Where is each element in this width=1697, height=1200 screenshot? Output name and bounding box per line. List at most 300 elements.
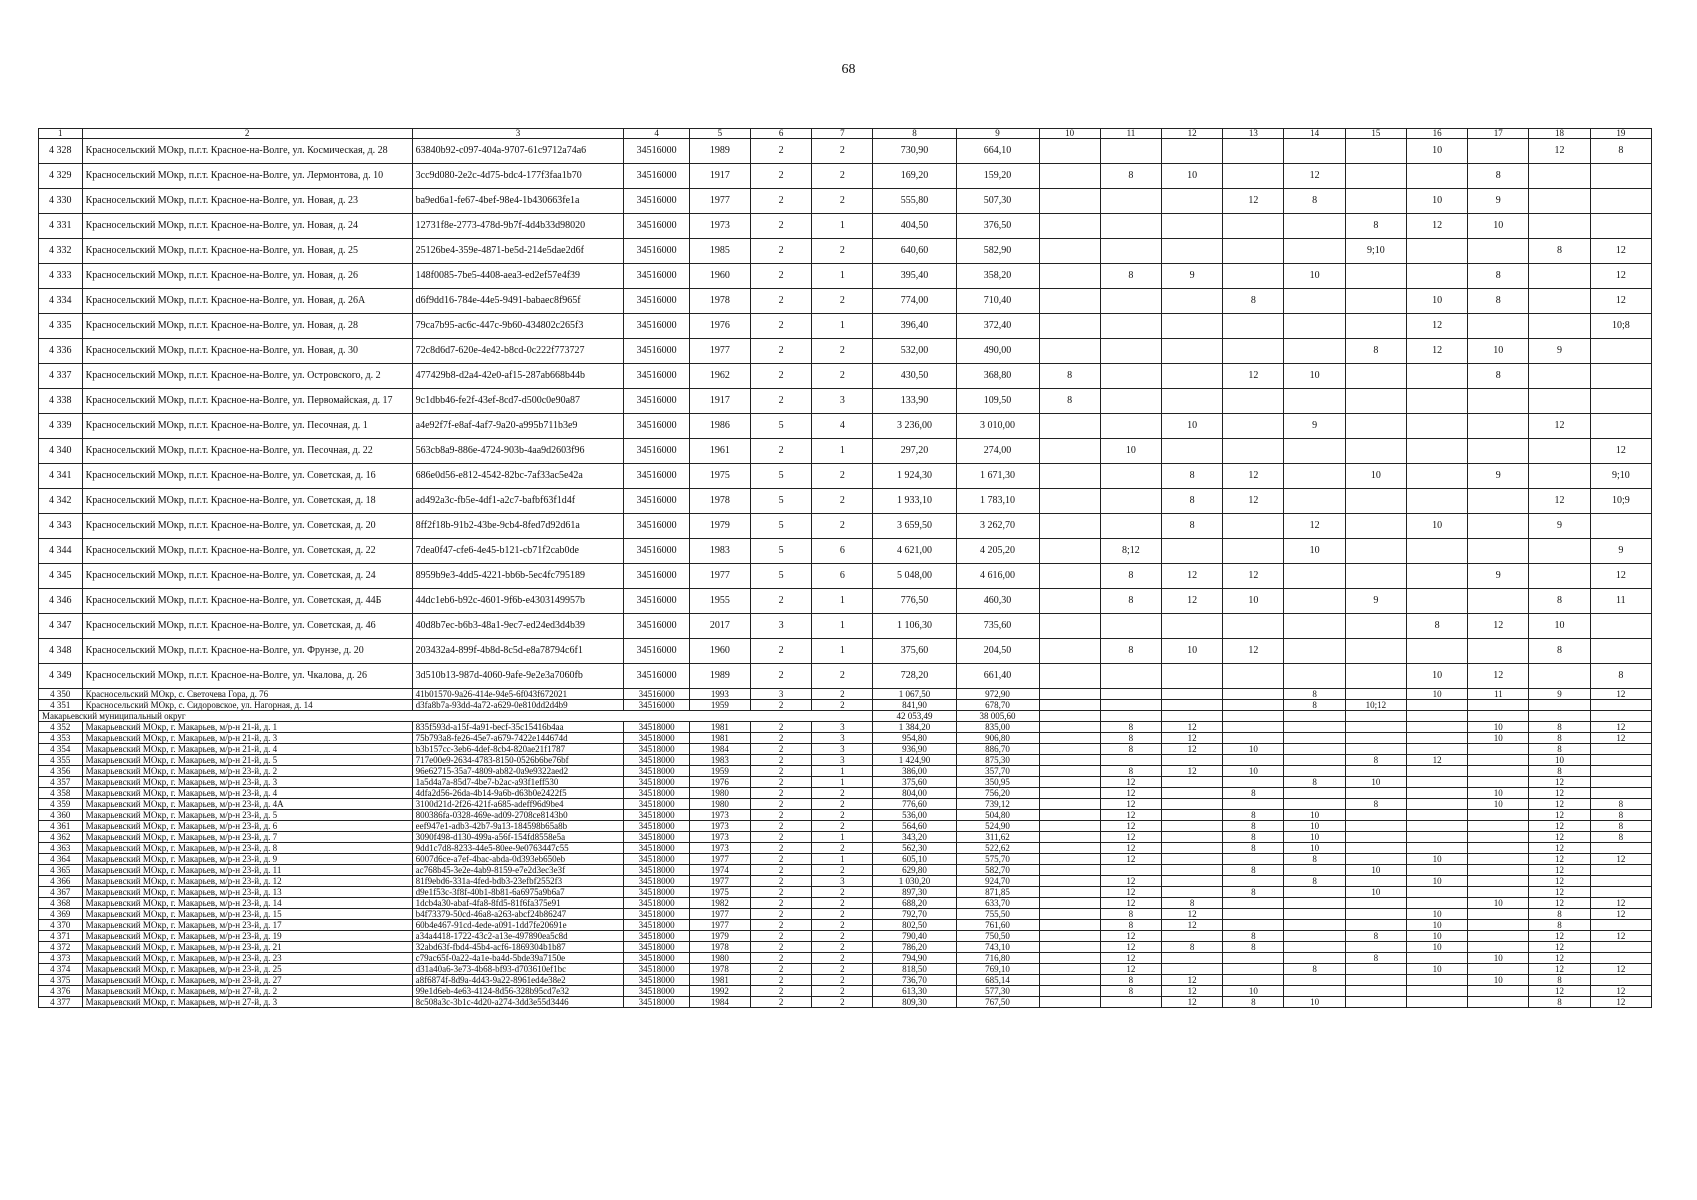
cell-c12 (1162, 887, 1223, 898)
table-row (39, 489, 1652, 514)
cell-c15: 10 (1345, 777, 1406, 788)
cell-c19: 11 (1590, 589, 1651, 614)
cell-living-area: 1 671,30 (956, 464, 1039, 489)
cell-c14 (1284, 755, 1345, 766)
cell-c18: 12 (1529, 942, 1590, 953)
cell-c13: 8 (1223, 942, 1284, 953)
cell-c13: 8 (1223, 821, 1284, 832)
cell-c17: 10 (1468, 953, 1529, 964)
cell-c14: 10 (1284, 539, 1345, 564)
cell-total-area: 730,90 (873, 139, 956, 164)
cell-total-area: 4 621,00 (873, 539, 956, 564)
cell-c19 (1590, 843, 1651, 854)
cell-floors: 2 (751, 975, 812, 986)
cell-c12: 8 (1162, 489, 1223, 514)
cell-c16 (1406, 953, 1467, 964)
cell-total-area: 804,00 (873, 788, 956, 799)
cell-house-guid: 3cc9d080-2e2c-4d75-bdc4-177f3faa1b70 (412, 164, 624, 189)
cell-oktmo-code: 34518000 (624, 865, 689, 876)
cell-c16: 10 (1406, 514, 1467, 539)
table-row (39, 264, 1652, 289)
table-row (39, 865, 1652, 876)
cell-oktmo-code: 34518000 (624, 854, 689, 865)
cell-floors: 2 (751, 964, 812, 975)
cell-c16 (1406, 164, 1467, 189)
table-row (39, 364, 1652, 389)
cell-house-guid: 3100d21d-2f26-421f-a685-adeff96d9be4 (412, 799, 624, 810)
cell-address: Красносельский МОкр, п.г.т. Красное-на-Волге, ул. Первомайская, д. 17 (82, 389, 412, 414)
cell-total-area: 613,30 (873, 986, 956, 997)
cell-house-guid: 9c1dbb46-fe2f-43ef-8cd7-d500c0e90a87 (412, 389, 624, 414)
cell-c12 (1162, 832, 1223, 843)
cell-row-number: 4 366 (39, 876, 83, 887)
cell-c19 (1590, 364, 1651, 389)
table-row (39, 139, 1652, 164)
cell-oktmo-code: 34516000 (624, 364, 689, 389)
cell-build-year: 1978 (689, 942, 750, 953)
cell-build-year: 1977 (689, 909, 750, 920)
cell-living-area: 582,70 (956, 865, 1039, 876)
cell-build-year: 1980 (689, 799, 750, 810)
cell-c15: 10 (1345, 887, 1406, 898)
cell-c19 (1590, 788, 1651, 799)
cell-floors: 2 (751, 755, 812, 766)
cell-c14: 9 (1284, 414, 1345, 439)
cell-c19: 12 (1590, 898, 1651, 909)
cell-c11 (1100, 614, 1161, 639)
cell-c19: 12 (1590, 733, 1651, 744)
cell-c15 (1345, 909, 1406, 920)
cell-address: Макарьевский МОкр, г. Макарьев, м/р-н 23-й, д. 9 (82, 854, 412, 865)
cell-c17: 9 (1468, 464, 1529, 489)
cell-c19 (1590, 700, 1651, 711)
table-row (39, 164, 1652, 189)
cell-row-number: 4 332 (39, 239, 83, 264)
cell-c11: 10 (1100, 439, 1161, 464)
cell-oktmo-code: 34518000 (624, 997, 689, 1008)
cell-house-guid: 41b01570-9a26-414e-94e5-6f043f672021 (412, 689, 624, 700)
column-number-2: 2 (82, 129, 412, 139)
cell-floors: 2 (751, 289, 812, 314)
cell-c14 (1284, 920, 1345, 931)
table-row (39, 289, 1652, 314)
cell-c13 (1223, 898, 1284, 909)
cell-entrances: 3 (812, 744, 873, 755)
cell-floors: 2 (751, 920, 812, 931)
cell-c10 (1039, 975, 1100, 986)
cell-house-guid: 25126be4-359e-4871-be5d-214e5dae2d6f (412, 239, 624, 264)
cell-c15: 8 (1345, 953, 1406, 964)
section-living-area: 38 005,60 (956, 711, 1039, 722)
cell-row-number: 4 337 (39, 364, 83, 389)
cell-c13 (1223, 314, 1284, 339)
table-row (39, 843, 1652, 854)
section-row (39, 711, 1652, 722)
cell-c15 (1345, 810, 1406, 821)
column-number-row (39, 129, 1652, 139)
cell-address: Макарьевский МОкр, г. Макарьев, м/р-н 23-й, д. 13 (82, 887, 412, 898)
cell-c12: 12 (1162, 909, 1223, 920)
cell-build-year: 1976 (689, 314, 750, 339)
column-number-12: 12 (1162, 129, 1223, 139)
cell-c16 (1406, 766, 1467, 777)
cell-living-area: 924,70 (956, 876, 1039, 887)
cell-row-number: 4 346 (39, 589, 83, 614)
cell-house-guid: 6007d6ce-a7ef-4bac-abda-0d393eb650eb (412, 854, 624, 865)
cell-oktmo-code: 34516000 (624, 139, 689, 164)
cell-c16 (1406, 639, 1467, 664)
cell-c14: 12 (1284, 514, 1345, 539)
cell-c10 (1039, 821, 1100, 832)
table-row (39, 214, 1652, 239)
cell-c11: 8 (1100, 920, 1161, 931)
cell-c16: 8 (1406, 614, 1467, 639)
cell-house-guid: b3b157cc-3eb6-4def-8cb4-820ae21f1787 (412, 744, 624, 755)
cell-c11 (1100, 664, 1161, 689)
cell-address: Красносельский МОкр, п.г.т. Красное-на-Волге, ул. Новая, д. 24 (82, 214, 412, 239)
cell-c11 (1100, 700, 1161, 711)
cell-row-number: 4 363 (39, 843, 83, 854)
cell-floors: 2 (751, 214, 812, 239)
cell-c17: 8 (1468, 364, 1529, 389)
cell-c12: 12 (1162, 920, 1223, 931)
cell-entrances: 2 (812, 964, 873, 975)
cell-c17 (1468, 843, 1529, 854)
cell-c13: 8 (1223, 843, 1284, 854)
cell-c12 (1162, 700, 1223, 711)
cell-c16 (1406, 986, 1467, 997)
cell-row-number: 4 336 (39, 339, 83, 364)
cell-c10 (1039, 920, 1100, 931)
cell-address: Макарьевский МОкр, г. Макарьев, м/р-н 23-й, д. 7 (82, 832, 412, 843)
cell-c13: 8 (1223, 887, 1284, 898)
cell-c15 (1345, 289, 1406, 314)
cell-c17: 12 (1468, 664, 1529, 689)
cell-c17: 8 (1468, 164, 1529, 189)
cell-row-number: 4 375 (39, 975, 83, 986)
cell-c10 (1039, 214, 1100, 239)
cell-floors: 5 (751, 514, 812, 539)
cell-entrances: 1 (812, 314, 873, 339)
cell-living-area: 972,90 (956, 689, 1039, 700)
cell-entrances: 2 (812, 810, 873, 821)
cell-c16: 10 (1406, 931, 1467, 942)
cell-address: Макарьевский МОкр, г. Макарьев, м/р-н 23-й, д. 4 (82, 788, 412, 799)
cell-c14 (1284, 139, 1345, 164)
cell-entrances: 2 (812, 164, 873, 189)
cell-floors: 2 (751, 777, 812, 788)
cell-c10 (1039, 339, 1100, 364)
cell-c12: 12 (1162, 975, 1223, 986)
cell-house-guid: 7dea0f47-cfe6-4e45-b121-cb71f2cab0de (412, 539, 624, 564)
cell-c16 (1406, 810, 1467, 821)
cell-c16 (1406, 733, 1467, 744)
cell-living-area: 357,70 (956, 766, 1039, 777)
cell-c13 (1223, 755, 1284, 766)
table-row (39, 777, 1652, 788)
cell-c18: 8 (1529, 639, 1590, 664)
cell-c11 (1100, 689, 1161, 700)
table-row (39, 898, 1652, 909)
cell-c12: 12 (1162, 589, 1223, 614)
cell-living-area: 350,95 (956, 777, 1039, 788)
cell-c18: 12 (1529, 489, 1590, 514)
cell-c15 (1345, 854, 1406, 865)
cell-c19: 9;10 (1590, 464, 1651, 489)
cell-c16 (1406, 832, 1467, 843)
cell-c15: 8 (1345, 755, 1406, 766)
cell-c15 (1345, 564, 1406, 589)
cell-c14: 12 (1284, 164, 1345, 189)
cell-c11 (1100, 139, 1161, 164)
cell-living-area: 716,80 (956, 953, 1039, 964)
cell-c18: 12 (1529, 414, 1590, 439)
cell-c16: 12 (1406, 755, 1467, 766)
cell-c10 (1039, 589, 1100, 614)
cell-oktmo-code: 34518000 (624, 953, 689, 964)
cell-total-area: 133,90 (873, 389, 956, 414)
cell-address: Макарьевский МОкр, г. Макарьев, м/р-н 23-й, д. 5 (82, 810, 412, 821)
cell-c13: 8 (1223, 788, 1284, 799)
cell-c10 (1039, 887, 1100, 898)
cell-c17 (1468, 239, 1529, 264)
cell-entrances: 2 (812, 909, 873, 920)
cell-oktmo-code: 34518000 (624, 909, 689, 920)
cell-c19: 8 (1590, 799, 1651, 810)
cell-c10 (1039, 664, 1100, 689)
cell-c19: 8 (1590, 821, 1651, 832)
table-row (39, 766, 1652, 777)
cell-living-area: 906,80 (956, 733, 1039, 744)
table-row (39, 975, 1652, 986)
cell-c18 (1529, 364, 1590, 389)
cell-c14 (1284, 744, 1345, 755)
section-empty-cell (1223, 711, 1284, 722)
cell-floors: 2 (751, 865, 812, 876)
cell-c10 (1039, 700, 1100, 711)
cell-c12 (1162, 810, 1223, 821)
cell-c14 (1284, 953, 1345, 964)
register-table-body (39, 129, 1652, 1008)
cell-c19: 12 (1590, 997, 1651, 1008)
cell-total-area: 841,90 (873, 700, 956, 711)
cell-c11 (1100, 755, 1161, 766)
cell-c10 (1039, 439, 1100, 464)
cell-c10 (1039, 239, 1100, 264)
cell-address: Макарьевский МОкр, г. Макарьев, м/р-н 23-й, д. 12 (82, 876, 412, 887)
cell-c14 (1284, 564, 1345, 589)
table-row (39, 876, 1652, 887)
cell-row-number: 4 329 (39, 164, 83, 189)
cell-c19 (1590, 639, 1651, 664)
cell-address: Красносельский МОкр, п.г.т. Красное-на-Волге, ул. Новая, д. 30 (82, 339, 412, 364)
cell-total-area: 375,60 (873, 639, 956, 664)
cell-row-number: 4 328 (39, 139, 83, 164)
cell-address: Красносельский МОкр, п.г.т. Красное-на-Волге, ул. Космическая, д. 28 (82, 139, 412, 164)
cell-c14 (1284, 986, 1345, 997)
cell-total-area: 790,40 (873, 931, 956, 942)
cell-c13 (1223, 876, 1284, 887)
cell-c10 (1039, 744, 1100, 755)
cell-house-guid: ba9ed6a1-fe67-4bef-98e4-1b430663fe1a (412, 189, 624, 214)
cell-c13 (1223, 439, 1284, 464)
cell-c17 (1468, 854, 1529, 865)
cell-c12 (1162, 689, 1223, 700)
cell-total-area: 774,00 (873, 289, 956, 314)
cell-c12 (1162, 821, 1223, 832)
cell-c17 (1468, 909, 1529, 920)
cell-c11: 8 (1100, 975, 1161, 986)
cell-c15 (1345, 164, 1406, 189)
cell-c12: 12 (1162, 733, 1223, 744)
cell-c16 (1406, 975, 1467, 986)
cell-build-year: 1917 (689, 389, 750, 414)
cell-c17: 10 (1468, 214, 1529, 239)
cell-total-area: 396,40 (873, 314, 956, 339)
cell-c12 (1162, 799, 1223, 810)
cell-house-guid: 3d510b13-987d-4060-9afe-9e2e3a7060fb (412, 664, 624, 689)
cell-c18: 12 (1529, 986, 1590, 997)
cell-c12 (1162, 339, 1223, 364)
cell-entrances: 1 (812, 214, 873, 239)
cell-oktmo-code: 34518000 (624, 931, 689, 942)
cell-living-area: 376,50 (956, 214, 1039, 239)
cell-c18: 9 (1529, 689, 1590, 700)
cell-total-area: 1 384,20 (873, 722, 956, 733)
cell-c18: 12 (1529, 865, 1590, 876)
cell-c16 (1406, 821, 1467, 832)
cell-build-year: 1959 (689, 700, 750, 711)
cell-c12 (1162, 755, 1223, 766)
cell-address: Макарьевский МОкр, г. Макарьев, м/р-н 23-й, д. 6 (82, 821, 412, 832)
cell-c11 (1100, 464, 1161, 489)
cell-c18: 12 (1529, 821, 1590, 832)
cell-build-year: 1984 (689, 744, 750, 755)
cell-c19 (1590, 876, 1651, 887)
cell-c12: 12 (1162, 766, 1223, 777)
cell-c19: 12 (1590, 986, 1651, 997)
cell-c19 (1590, 214, 1651, 239)
cell-c12: 12 (1162, 722, 1223, 733)
cell-c16: 10 (1406, 964, 1467, 975)
cell-c11: 8 (1100, 589, 1161, 614)
cell-living-area: 358,20 (956, 264, 1039, 289)
cell-c15: 9;10 (1345, 239, 1406, 264)
cell-address: Макарьевский МОкр, г. Макарьев, м/р-н 23-й, д. 11 (82, 865, 412, 876)
cell-c13 (1223, 264, 1284, 289)
cell-oktmo-code: 34516000 (624, 514, 689, 539)
cell-c15 (1345, 439, 1406, 464)
cell-c18 (1529, 464, 1590, 489)
cell-c14 (1284, 865, 1345, 876)
cell-floors: 2 (751, 843, 812, 854)
cell-oktmo-code: 34518000 (624, 898, 689, 909)
cell-living-area: 4 205,20 (956, 539, 1039, 564)
cell-c19: 12 (1590, 909, 1651, 920)
cell-c19: 8 (1590, 832, 1651, 843)
cell-house-guid: 8959b9e3-4dd5-4221-bb6b-5ec4fc795189 (412, 564, 624, 589)
cell-c11 (1100, 314, 1161, 339)
cell-living-area: 3 010,00 (956, 414, 1039, 439)
table-row (39, 909, 1652, 920)
cell-living-area: 460,30 (956, 589, 1039, 614)
cell-oktmo-code: 34518000 (624, 810, 689, 821)
cell-total-area: 169,20 (873, 164, 956, 189)
cell-c19 (1590, 755, 1651, 766)
cell-c15 (1345, 389, 1406, 414)
cell-floors: 2 (751, 876, 812, 887)
cell-living-area: 835,00 (956, 722, 1039, 733)
cell-oktmo-code: 34518000 (624, 766, 689, 777)
cell-c17 (1468, 997, 1529, 1008)
cell-entrances: 1 (812, 766, 873, 777)
cell-c16 (1406, 439, 1467, 464)
cell-floors: 3 (751, 689, 812, 700)
cell-c16 (1406, 843, 1467, 854)
cell-floors: 5 (751, 489, 812, 514)
table-row (39, 744, 1652, 755)
cell-living-area: 875,30 (956, 755, 1039, 766)
cell-c11: 12 (1100, 788, 1161, 799)
cell-c11 (1100, 339, 1161, 364)
cell-c19: 12 (1590, 264, 1651, 289)
cell-c14 (1284, 887, 1345, 898)
cell-oktmo-code: 34518000 (624, 788, 689, 799)
cell-living-area: 769,10 (956, 964, 1039, 975)
table-row (39, 942, 1652, 953)
cell-address: Красносельский МОкр, п.г.т. Красное-на-Волге, ул. Советская, д. 22 (82, 539, 412, 564)
cell-c11 (1100, 514, 1161, 539)
cell-oktmo-code: 34516000 (624, 700, 689, 711)
cell-c16: 12 (1406, 314, 1467, 339)
cell-c18: 12 (1529, 898, 1590, 909)
cell-c15 (1345, 414, 1406, 439)
cell-c14 (1284, 314, 1345, 339)
cell-living-area: 633,70 (956, 898, 1039, 909)
cell-c10: 8 (1039, 389, 1100, 414)
cell-total-area: 792,70 (873, 909, 956, 920)
cell-c16 (1406, 898, 1467, 909)
cell-total-area: 343,20 (873, 832, 956, 843)
cell-c18: 12 (1529, 964, 1590, 975)
cell-address: Красносельский МОкр, п.г.т. Красное-на-Волге, ул. Фрунзе, д. 20 (82, 639, 412, 664)
cell-total-area: 532,00 (873, 339, 956, 364)
cell-entrances: 2 (812, 920, 873, 931)
cell-row-number: 4 372 (39, 942, 83, 953)
cell-build-year: 1973 (689, 821, 750, 832)
cell-build-year: 1960 (689, 639, 750, 664)
cell-entrances: 3 (812, 733, 873, 744)
cell-house-guid: 3090f498-d130-499a-a56f-154fd8558e5a (412, 832, 624, 843)
cell-address: Красносельский МОкр, п.г.т. Красное-на-Волге, ул. Чкалова, д. 26 (82, 664, 412, 689)
cell-c10 (1039, 854, 1100, 865)
cell-row-number: 4 343 (39, 514, 83, 539)
table-row (39, 920, 1652, 931)
cell-c13 (1223, 953, 1284, 964)
cell-c19: 9 (1590, 539, 1651, 564)
cell-c17 (1468, 489, 1529, 514)
cell-total-area: 562,30 (873, 843, 956, 854)
cell-oktmo-code: 34516000 (624, 539, 689, 564)
cell-c16 (1406, 364, 1467, 389)
cell-entrances: 2 (812, 689, 873, 700)
cell-entrances: 2 (812, 799, 873, 810)
cell-c18: 8 (1529, 744, 1590, 755)
cell-c12: 12 (1162, 997, 1223, 1008)
cell-address: Красносельский МОкр, п.г.т. Красное-на-Волге, ул. Советская, д. 44Б (82, 589, 412, 614)
cell-c11: 8 (1100, 264, 1161, 289)
cell-c15 (1345, 539, 1406, 564)
